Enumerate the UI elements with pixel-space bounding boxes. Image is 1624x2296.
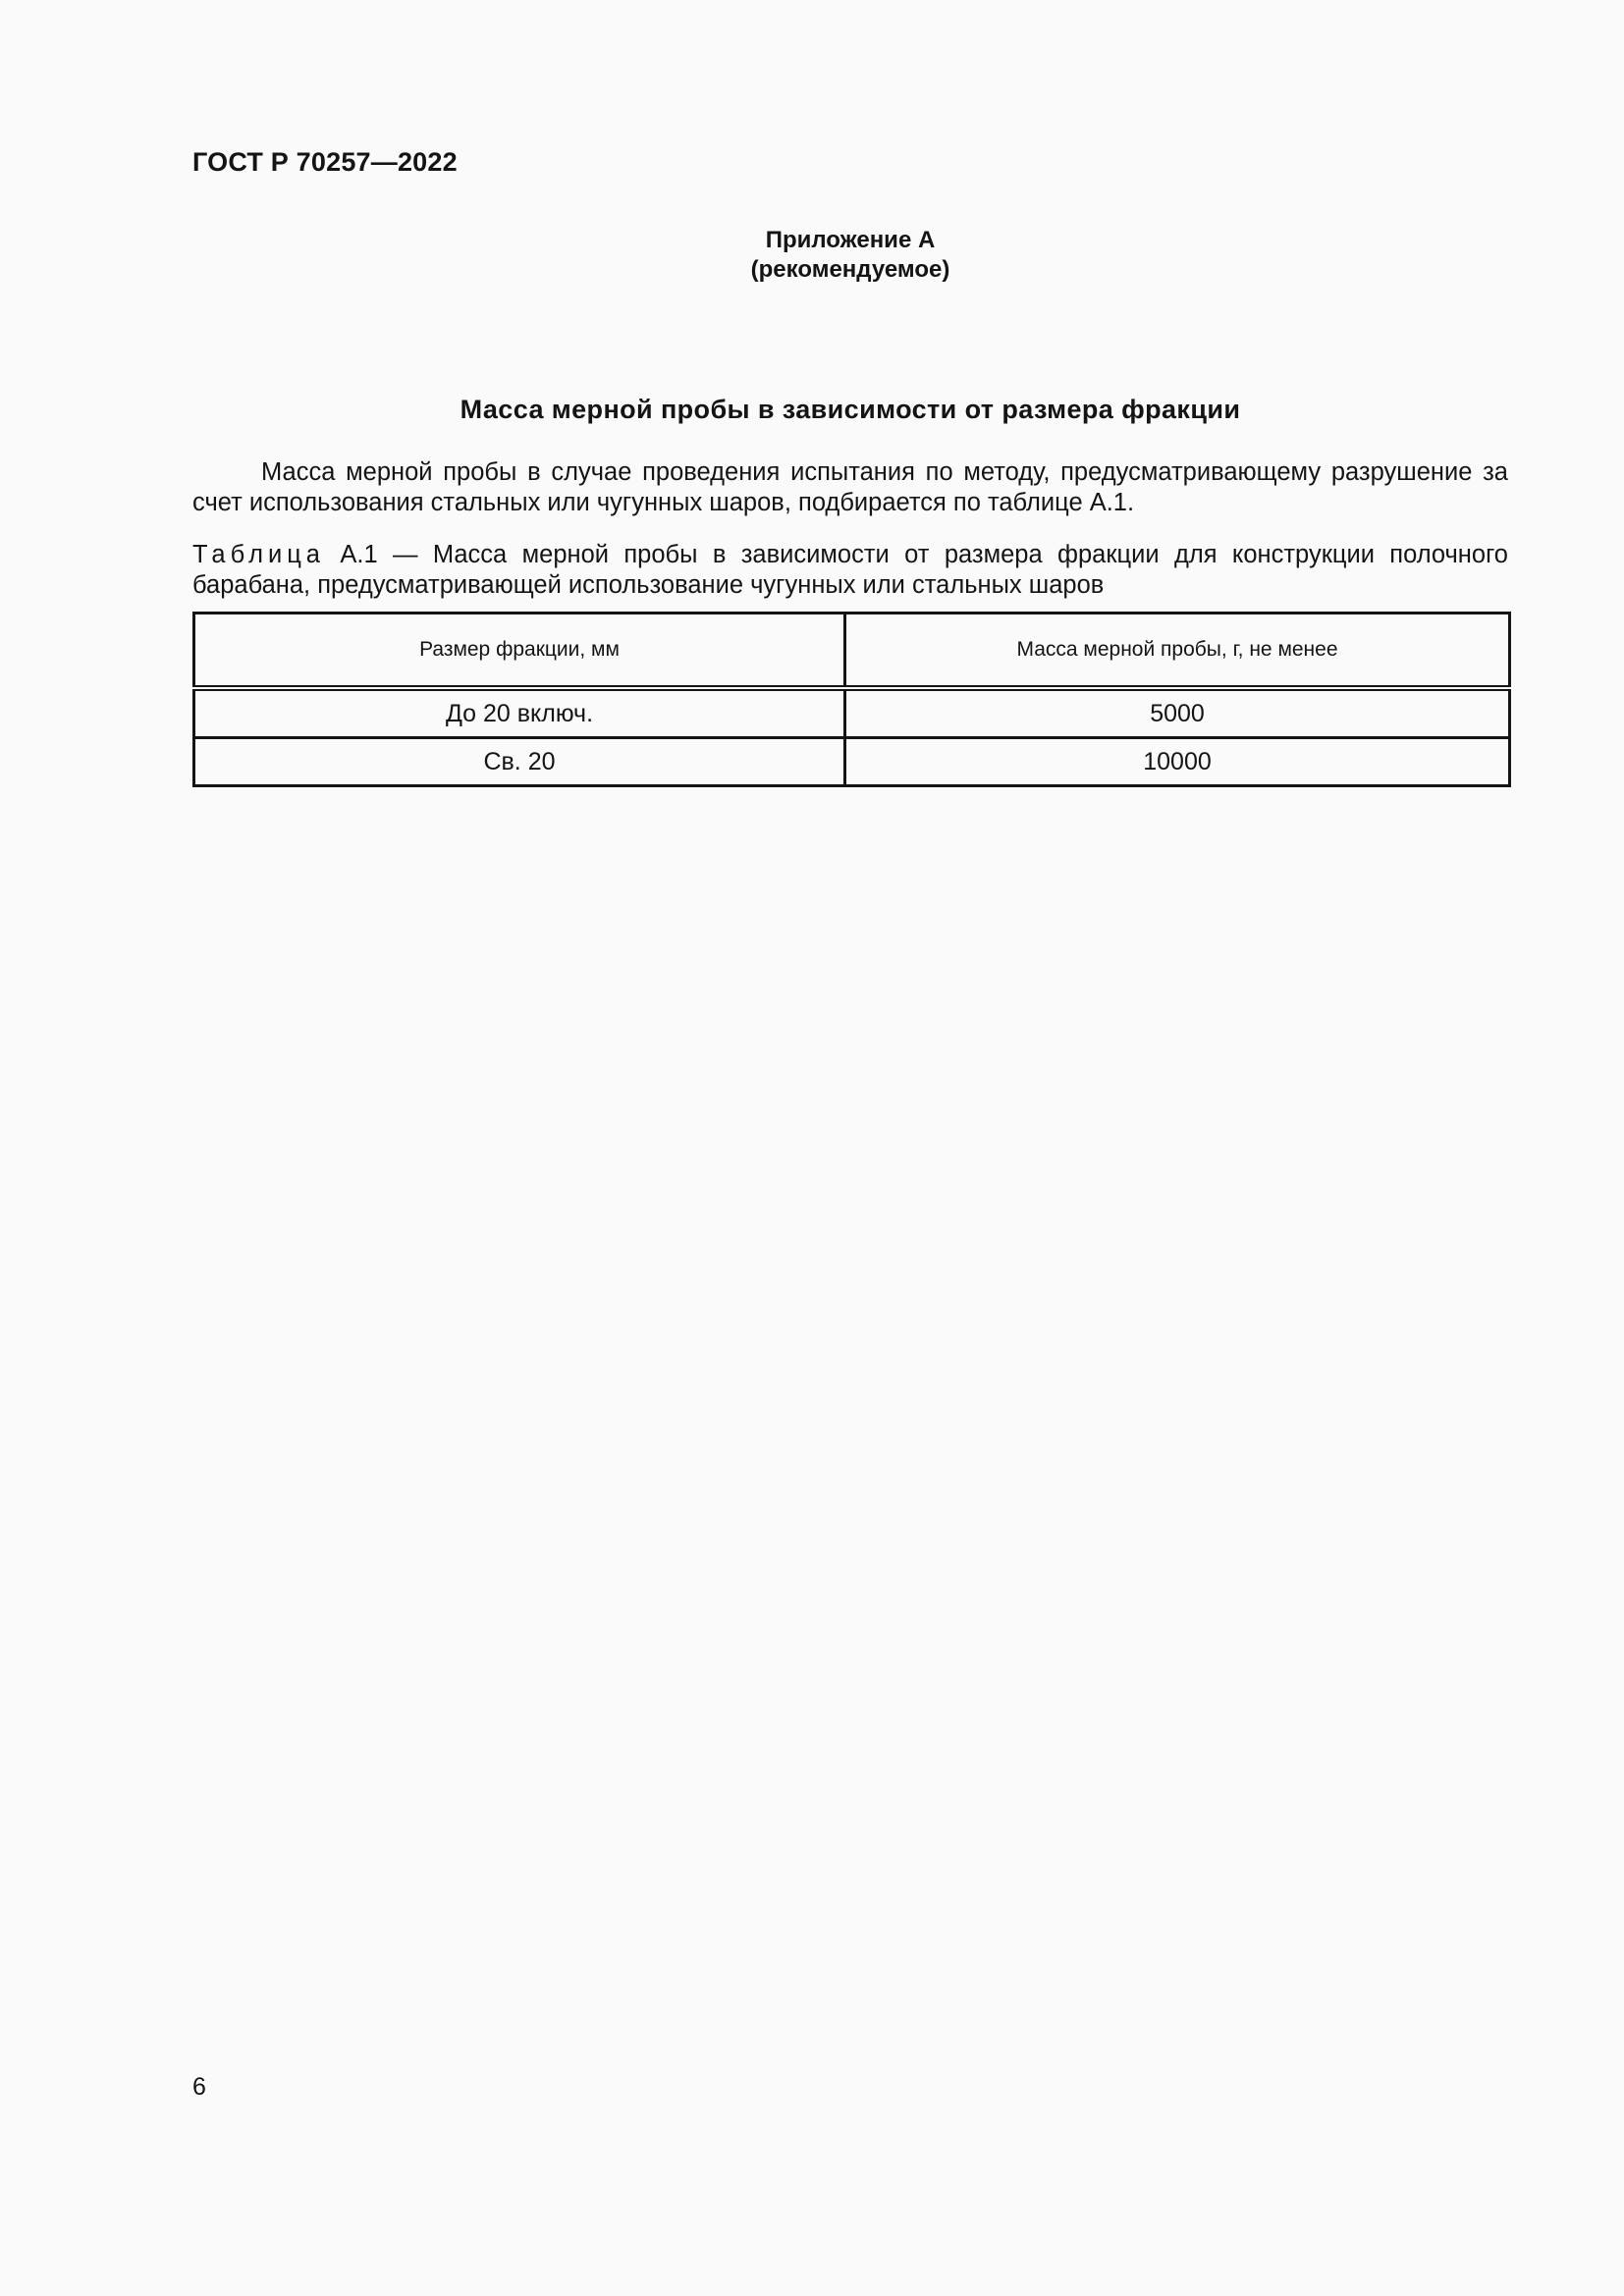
table-caption-label: Таблица bbox=[192, 541, 325, 568]
table-cell: 10000 bbox=[845, 738, 1510, 786]
appendix-status: (рекомендуемое) bbox=[750, 256, 950, 283]
document-code: ГОСТ Р 70257—2022 bbox=[192, 147, 458, 177]
table-row bbox=[194, 688, 1510, 738]
table-cell: Св. 20 bbox=[194, 738, 845, 786]
table-caption bbox=[192, 540, 1508, 601]
table-caption-text: А.1 — Масса мерной пробы в зависимости от размера фракции для конструкции полочного барабана, предусматривающей использование чугунных или стальных шаров bbox=[192, 541, 1508, 599]
fraction-mass-table bbox=[192, 612, 1511, 787]
section-title: Масса мерной пробы в зависимости от размера фракции bbox=[460, 395, 1241, 424]
table-header-cell: Масса мерной пробы, г, не менее bbox=[845, 614, 1510, 689]
table-header-row bbox=[194, 614, 1510, 689]
page-number: 6 bbox=[192, 2073, 206, 2101]
table-cell: 5000 bbox=[845, 688, 1510, 738]
appendix-heading bbox=[687, 226, 1013, 285]
table-cell: До 20 включ. bbox=[194, 688, 845, 738]
body-paragraph: Масса мерной пробы в случае проведения испытания по методу, предусматривающему разрушение за счет использования стальных или чугунных шаров, подбирается по таблице А.1. bbox=[192, 458, 1508, 516]
appendix-title: Приложение А bbox=[765, 227, 936, 253]
table-header-cell: Размер фракции, мм bbox=[194, 614, 845, 689]
table-row bbox=[194, 738, 1510, 786]
